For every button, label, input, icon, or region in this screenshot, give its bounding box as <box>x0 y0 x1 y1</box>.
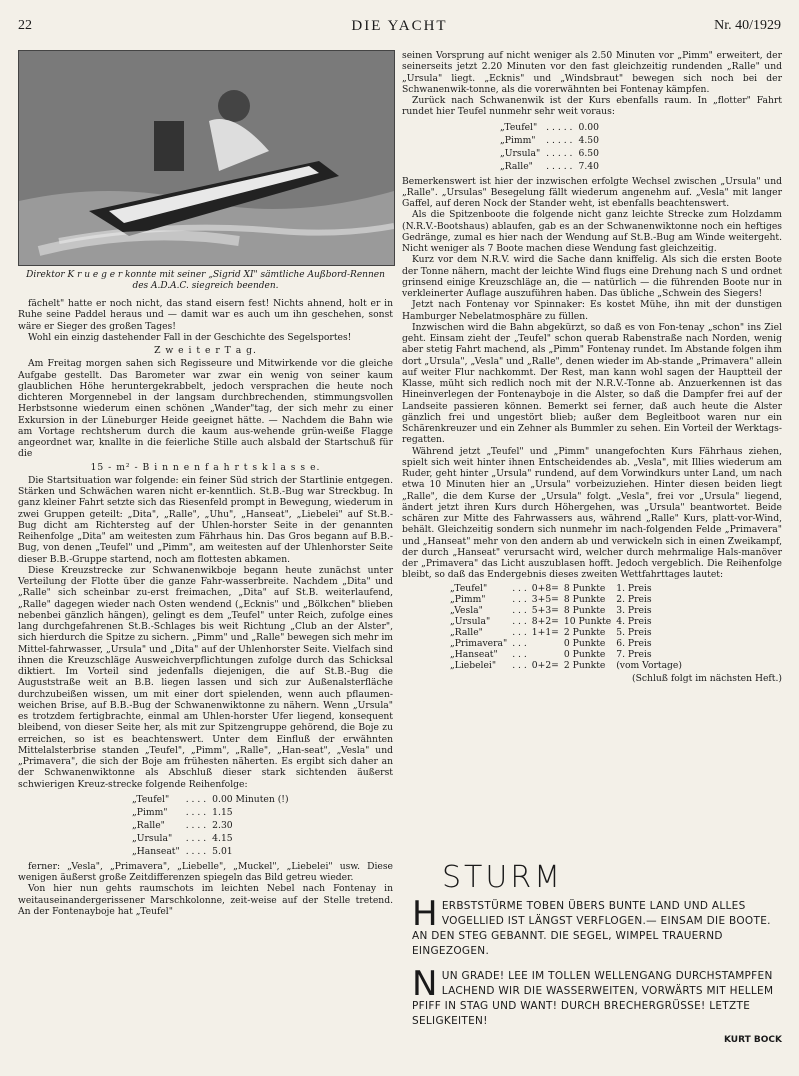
time-gap: 4.50 <box>578 134 599 146</box>
list-item <box>132 833 293 844</box>
poem-block <box>412 860 782 1045</box>
boat-name: „Ursula" <box>500 147 541 159</box>
boat-name: „Pimm" <box>500 134 536 146</box>
boat-name: „Pimm" <box>132 806 168 818</box>
points-total: 8 Punkte <box>563 604 606 616</box>
points-total: 0 Punkte <box>563 637 606 649</box>
boat-name: „Teufel" <box>132 793 170 805</box>
boat-name: „Ursula" <box>132 832 173 844</box>
time-gap: 1.15 <box>212 806 233 818</box>
prize-place: 1. Preis <box>616 582 652 594</box>
leader-dots: . . . <box>512 604 527 616</box>
right-paragraph-2: Zurück nach Schwanenwik ist der Kurs ebenfalls raum. In „flotter" Fahrt rundet hier Teufel nunmehr sehr weit voraus: <box>402 95 782 118</box>
table-row <box>450 583 687 594</box>
table-row <box>450 649 687 660</box>
boat-name: „Vesla" <box>450 604 483 616</box>
boat-name: „Hanseat" <box>132 845 180 857</box>
leader-dots: . . . <box>512 659 527 671</box>
right-paragraph-6: Jetzt nach Fontenay vor Spinnaker: Es kostet Mühe, ihn mit der dunstigen Hamburger Nebelatmosphäre zu füllen. <box>402 299 782 322</box>
points-calculation: 1+1= <box>531 626 559 638</box>
prize-place: 6. Preis <box>616 637 652 649</box>
prize-place: 5. Preis <box>616 626 652 638</box>
boat-name: „Ralle" <box>500 160 533 172</box>
table-row <box>450 627 687 638</box>
time-gap: 2.30 <box>212 819 233 831</box>
section-heading-class: 15 - m² - B i n n e n f a h r t s k l a s s e. <box>90 461 321 473</box>
right-paragraph-5: Kurz vor dem N.R.V. wird die Sache dann kniffelig. Als sich die ersten Boote der Tonne nähern, macht der leichte Wind flugs eine Drehung nach S und ordnet grinsend einige Kreuzschläge an, die — natürlich — die führenden Boote nur in verkleinerter Auflage auszuführen haben. Das übliche „Schwein des Siegers! <box>402 254 782 299</box>
table-row <box>450 605 687 616</box>
time-gap: 4.15 <box>212 832 233 844</box>
points-calculation <box>532 638 564 649</box>
leader-dots: . . . . . <box>546 147 573 159</box>
stanza-text: ERBSTSTÜRME TOBEN ÜBERS BUNTE LAND UND ALLES VOGELLIED IST LÄNGST VERFLOGEN.— EINSAM DIE BOOTE. AN DEN STEG GEBANNT. DIE SEGEL, WIMPEL TRAUERND EINGEZOGEN. <box>412 900 771 957</box>
drop-cap: N <box>412 964 438 1004</box>
list-item <box>500 161 603 172</box>
points-total: 8 Punkte <box>563 582 606 594</box>
table-row <box>450 594 687 605</box>
points-total: 8 Punkte <box>563 593 606 605</box>
leader-dots: . . . <box>512 582 527 594</box>
table-row <box>450 660 687 671</box>
right-paragraph-3: Bemerkenswert ist hier der inzwischen erfolgte Wechsel zwischen „Ursula" und „Ralle". „Ursulas" Besegelung fällt wiederum angenehm auf. „Vesla" mit langer Gaffel, auf deren Nock der Stander weht, ist ebenfalls beachtenswert. <box>402 175 782 209</box>
leader-dots: . . . . . <box>546 121 573 133</box>
boat-name: „Ursula" <box>450 615 491 627</box>
prize-place: 7. Preis <box>616 648 652 660</box>
boat-name: „Teufel" <box>450 582 488 594</box>
leader-dots: . . . <box>512 637 527 649</box>
time-gap: 0.00 Minuten (!) <box>212 793 289 805</box>
left-paragraph-4: Die Startsituation war folgende: ein feiner Süd strich der Startlinie entgegen. Stärken und Schwächen waren nicht er-kenntlich. St.B.-Bug war Streckbug. In ganz kleiner Fahrt setzte sich das Riesenfeld prompt in Bewegung, wiederum in zwei Gruppen geteilt: „Dita", „Ralle", „Uhu", „Hanseat", „Liebelei" auf St.B.-Bug dicht am Richtersteg auf der Uhlen-horster Seite in der genannten Reihenfolge „Dita" am weitesten zum Fährhaus hin. Das Gros begann auf B.B.-Bug, von denen „Teufel" und „Pimm", am weitesten auf der Uhlenhorster Seite dieser B.B.-Gruppe startend, noch am flottesten abkamen. <box>18 474 393 565</box>
boat-name: „Hanseat" <box>450 648 498 660</box>
standings-list-2 <box>498 120 605 174</box>
section-heading-day: Z w e i t e r T a g. <box>154 345 257 356</box>
boat-name: „Liebelei" <box>450 659 497 671</box>
magazine-title: DIE YACHT <box>351 18 448 34</box>
continued-note: (Schluß folgt im nächsten Heft.) <box>632 672 782 684</box>
prize-place: 4. Preis <box>616 615 652 627</box>
right-column <box>402 50 782 684</box>
results-table <box>450 583 687 671</box>
leader-dots: . . . . <box>185 832 207 844</box>
poem-author: KURT BOCK <box>723 1035 782 1045</box>
right-paragraph-8: Während jetzt „Teufel" und „Pimm" unangefochten Kurs Fährhaus ziehen, spielt sich weit hinter ihnen Entscheidendes ab. „Vesla", mit Illies wiederum am Ruder, geht hinter „Ursula" rundend, auf dem Vorwindkurs unter Land, um nach etwa 10 Minuten hier an „Ursula" vorbeizuziehen. Hinter diesen beiden liegt „Ralle", die dem Kurse der „Ursula" folgt. „Vesla", frei vor „Ursula" liegend, ändert jetzt ihren Kurs durch Höhergehen, was „Ursula" beantwortet. Beide schären zur Mitte des Fahrwassers aus, während „Ralle" Kurs, platt-vor-Wind, behält. Gleichzeitig sondern sich nunmehr im nach-folgenden Felde „Primavera" und „Hanseat" mehr von den andern ab und verwickeln sich in einen Zweikampf, der durch „Hanseat" verursacht wird, welcher durch mehrmalige Hals-manöver der „Primavera" das Licht auszublasen hofft. Jedoch vergeblich. Die Reihenfolge bleibt, so daß das Endergebnis dieses zweiten Wettfahrttages lautet: <box>402 445 782 581</box>
points-total: 0 Punkte <box>563 648 606 660</box>
list-item <box>132 846 293 857</box>
points-total: 10 Punkte <box>563 615 612 627</box>
motorboat-illustration <box>19 51 394 265</box>
left-paragraph-1: fächelt" hatte er noch nicht, das stand eisern fest! Nichts ahnend, holt er in Ruhe seine Paddel heraus und — damit war es auch um ihn geschehen, sonst wäre er Sieger des großen Tages! <box>18 298 393 332</box>
list-item <box>500 122 603 133</box>
list-item <box>132 807 293 818</box>
leader-dots: . . . . . <box>546 160 573 172</box>
issue-number: Nr. 40/1929 <box>714 18 781 33</box>
time-gap: 6.50 <box>578 147 599 159</box>
boat-name: „Pimm" <box>450 593 486 605</box>
table-row <box>450 616 687 627</box>
points-calculation: 0+8= <box>531 582 559 594</box>
leader-dots: . . . . <box>185 793 207 805</box>
left-paragraph-6: ferner: „Vesla", „Primavera", „Liebelle", „Muckel", „Liebelei" usw. Diese wenigen äußerst große Zeitdifferenzen spiegeln das Bild getreu wieder. <box>18 860 393 883</box>
photo-caption: Direktor K r u e g e r konnte mit seiner „Sigrid XI" sämtliche Außbord-Rennen des A.D.A.C. siegreich beenden. <box>26 270 385 291</box>
list-item <box>132 794 293 805</box>
leader-dots: . . . <box>512 648 527 660</box>
page-number: 22 <box>18 18 32 33</box>
stanza-text: UN GRADE! LEE IM TOLLEN WELLENGANG DURCHSTAMPFEN LACHEND WIR DIE WASSERWEITEN, VORWÄRTS MIT HELLEM PFIFF IN STAG UND WANT! DURCH BRECHERGRÜSSE! LETZTE SELIGKEITEN! <box>412 970 774 1027</box>
time-gap: 5.01 <box>212 845 233 857</box>
boat-name: „Primavera" <box>450 637 508 649</box>
right-paragraph-7: Inzwischen wird die Bahn abgekürzt, so daß es von Fon-tenay „schon" ins Ziel geht. Einsam zieht der „Teufel" schon querab Rabenstraße nach Norden, wenig aber stetig Fahrt machend, als „Pimm" Fontenay rundet. Im Abstande folgen ihm dort „Ursula", „Vesla" und „Ralle", denen wieder im Ab-stande „Primavera" allein auf weiter Flur nachkommt. Der Rest, man kann wohl sagen der Hauptteil der Klasse, müht sich redlich noch mit der N.R.V.-Tonne ab. Anzuerkennen ist das Hineinverlegen der Fontenayboje in die Alster, so daß die Dampfer frei auf der Landseite passieren können. Bemerkt sei ferner, daß auch heute die Alster gänzlich frei und ungestört blieb; außer dem Begleitboot waren nur ein Schärenkreuzer und ein Zehner als Bummler zu sehen. Ein Vorteil der Werktags-regatten. <box>402 321 782 446</box>
poem-title: STURM <box>442 860 564 895</box>
points-total: 2 Punkte <box>563 659 606 671</box>
motorboat-photo <box>18 50 395 266</box>
points-calculation <box>532 649 564 660</box>
points-calculation: 3+5= <box>531 593 559 605</box>
leader-dots: . . . . <box>185 806 207 818</box>
page-header <box>18 18 781 40</box>
prize-place: (vom Vortage) <box>616 659 682 671</box>
points-calculation: 8+2= <box>531 615 559 627</box>
leader-dots: . . . . <box>185 819 207 831</box>
boat-name: „Teufel" <box>500 121 538 133</box>
left-paragraph-2: Wohl ein einzig dastehender Fall in der Geschichte des Segelsportes! <box>28 331 352 343</box>
left-paragraph-3: Am Freitag morgen sahen sich Regisseure und Mitwirkende vor die gleiche Aufgabe gestellt. Das Barometer war zwar ein wenig von seiner kaum glaublichen Höhe heruntergekrabbelt, jedoch versprachen die heute noch dichteren Morgennebel in der langsam durchbrechenden, stimmungsvollen Herbstsonne wiederum einen schönen „Wander"tag, der sich mehr zu einer Exkursion in der Lüneburger Heide geeignet hätte. — Nachdem die Bahn wie am Vortage rechtsherum durch die kaum aus-wehende grün-weiße Flagge angeordnet war, knallte in die feierliche Stille auch alsbald der Startschuß für die <box>18 358 393 460</box>
leader-dots: . . . <box>512 626 527 638</box>
prize-place: 3. Preis <box>616 604 652 616</box>
standings-list-1 <box>130 792 295 859</box>
boat-name: „Ralle" <box>450 626 483 638</box>
leader-dots: . . . <box>512 593 527 605</box>
drop-cap: H <box>412 894 438 934</box>
points-total: 2 Punkte <box>563 626 606 638</box>
left-column <box>18 50 393 917</box>
time-gap: 0.00 <box>578 121 599 133</box>
boat-name: „Ralle" <box>132 819 165 831</box>
left-paragraph-5: Diese Kreuzstrecke zur Schwanenwikboje begann heute zunächst unter Verteilung der Flotte über die ganze Fahr-wasserbreite. Nachdem „Dita" und „Ralle" sich scheinbar zu-erst freimachen, „Dita" auf St.B. weiterlaufend, „Ralle" dagegen wieder nach Osten wendend („Ecknis" und „Bölkchen" blieben nebenbei gänzlich hängen), gelingt es dem „Teufel" unter Reich, zufolge eines lang durchgefahrenen St.B.-Schlages bis weit Richtung „Club an der Alster", sich hierdurch die Spitze zu sichern. „Pimm" und „Ralle" bewegen sich mehr im Mittel-fahrwasser, „Ursula" und „Dita" auf der Uhlenhorster Seite. Vielfach sind ihnen die Kreuzschläge Ausweichverpflichtungen zufolge durch das Schicksal diktiert. Im Vorteil sind jedenfalls diejenigen, die auf St.B.-Bug die Auguststraße weit an B.B. liegen lassen und sich zur Außenalsterfläche durchzubeißen wissen, um mit einer dort spielenden, wenn auch pflaumen-weichen Brise, auf B.B.-Bug der Schwanenwiktonne zu nähern. Wenn „Ursula" es trotzdem fertigbrachte, einmal am Uhlen-horster Ufer liegend, konsequent bleibend, von dieser Seite her, als mit zur Spitzengruppe gehörend, die Boje zu erreichen, so ist es beachtenswert. Unter dem Einfluß der erwähnten Mittelalsterbrise standen „Teufel", „Pimm", „Ralle", „Han-seat", „Vesla" und „Primavera", die sich der Boje am frühesten näherten. Es ergibt sich daher an der Schwanenwiktonne als Abschluß dieser stark sichtenden äußerst schwierigen Kreuz-strecke folgende Reihenfolge: <box>18 564 393 790</box>
table-row <box>450 638 687 649</box>
leader-dots: . . . . . <box>546 134 573 146</box>
points-calculation: 0+2= <box>531 659 559 671</box>
points-calculation: 5+3= <box>531 604 559 616</box>
leader-dots: . . . . <box>185 845 207 857</box>
right-paragraph-1: seinen Vorsprung auf nicht weniger als 2.50 Minuten vor „Pimm" erweitert, der seinerseits jetzt 2.20 Minuten vor den fast gleichzeitig rundenden „Ralle" und „Ursula" liegt. „Ecknis" und „Windsbraut" bewegen sich noch bei der Schwanenwik-tonne, als die vorerwähnten bei Fontenay kämpfen. <box>402 50 782 95</box>
right-paragraph-4: Als die Spitzenboote die folgende nicht ganz leichte Strecke zum Holzdamm (N.R.V.-Bootshaus) ablaufen, gab es an der Schwanenwiktonne noch ein heftiges Gedränge, zumal es hier nach der Wendung auf St.B.-Bug am Winde weitergeht. Nicht weniger als 7 Boote machen diese Wendung fast gleichzeitig. <box>402 209 782 254</box>
time-gap: 7.40 <box>578 160 599 172</box>
prize-place: 2. Preis <box>616 593 652 605</box>
list-item <box>132 820 293 831</box>
list-item <box>500 148 603 159</box>
poem-stanza-2 <box>412 964 782 1029</box>
left-paragraph-7: Von hier nun gehts raumschots im leichten Nebel nach Fontenay in weitauseinandergerissener Marschkolonne, zeit-weise auf der Stelle tretend. An der Fontenayboje hat „Teufel" <box>18 883 393 917</box>
leader-dots: . . . <box>512 615 527 627</box>
list-item <box>500 135 603 146</box>
poem-stanza-1 <box>412 894 782 959</box>
